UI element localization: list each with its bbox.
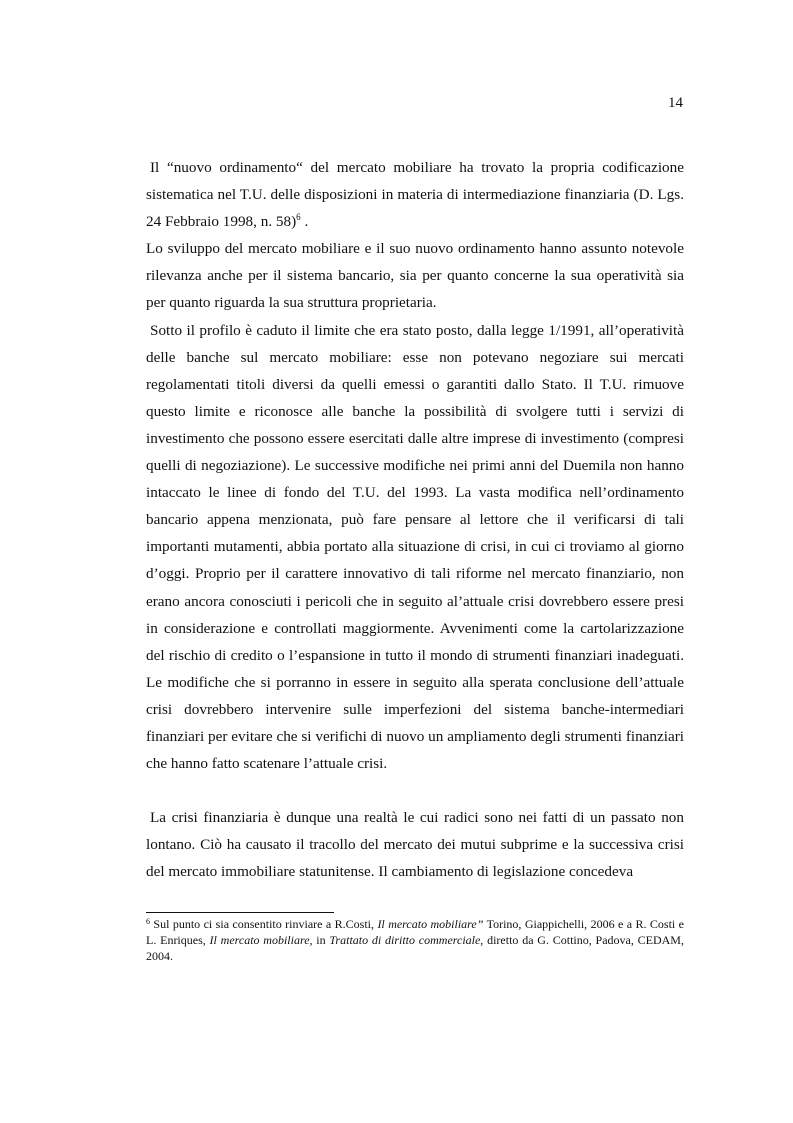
paragraph-3: Sotto il profilo è caduto il limite che era stato posto, dalla legge 1/1991, all’operatività delle banche sul mercato mobiliare: esse non potevano negoziare sui mercati regolamentati titoli diversi da quelli emessi o garantiti dallo Stato. Il T.U. rimuove questo limite e riconosce alle banche la possibilità di svolgere tutti i servizi di investimento che possono essere esercitati dalle altre imprese di investimento (compresi quelli di negoziazione). Le successive modifiche nei primi anni del Duemila non hanno intaccato le linee di fondo del T.U. del 1993. La vasta modifica nell’ordinamento bancario appena menzionata, può fare pensare al lettore che il verificarsi di tali importanti mutamenti, abbia portato alla situazione di crisi, in cui ci troviamo al giorno d’oggi. Proprio per il carattere innovativo di tali riforme nel mercato finanziario, non erano ancora conosciuti i pericoli che in seguito al’attuale crisi dovrebbero essere presi in considerazione e controllati maggiormente. Avvenimenti come la cartolarizzazione del rischio di credito o l’espansione in tutto il mondo di strumenti finanziari inadeguati. Le modifiche che si porranno in essere in seguito alla sperata conclusione dell’attuale crisi dovrebbero intervenire sulle imperfezioni del sistema banche-intermediari finanziari per evitare che si verifichi di nuovo un ampliamento degli strumenti finanziari che hanno fatto scatenare l’attuale crisi. — [146, 321, 684, 773]
footnote-title-2: Il mercato mobiliare, — [209, 932, 313, 947]
footnote-title-1: Il mercato mobiliare” — [377, 917, 484, 931]
footnote-6 — [146, 917, 684, 965]
paragraph-1 — [146, 154, 684, 235]
page-number: 14 — [668, 95, 683, 111]
footnote-text-1: Sul punto ci sia consentito rinviare a R.Costi, — [150, 917, 378, 931]
body-text — [146, 154, 684, 885]
footnote-title-3: Trattato di diritto commerciale, — [329, 932, 484, 947]
paragraph-4: La crisi finanziaria è dunque una realtà le cui radici sono nei fatti di un passato non lontano. Ciò ha causato il tracollo del mercato dei mutui subprime e la successiva crisi del mercato immobiliare statunitense. Il cambiamento di legislazione concedeva — [146, 809, 684, 881]
footnote-text-3: in — [312, 932, 330, 947]
paragraph-1-end: . — [300, 213, 309, 231]
paragraph-2: Lo sviluppo del mercato mobiliare e il suo nuovo ordinamento hanno assunto notevole rilevanza anche per il sistema bancario, sia per quanto concerne la sua operatività sia per quanto riguarda la sua struttura proprietaria. — [146, 240, 684, 312]
footnote-text-4: diretto da G. Cottino, Padova, CEDAM, 2004. — [146, 932, 684, 963]
paragraph-1-text: Il “nuovo ordinamento“ del mercato mobiliare ha trovato la propria codificazione sistematica nel T.U. delle disposizioni in materia di intermediazione finanziaria (D. Lgs. 24 Febbraio 1998, n. 58) — [146, 159, 684, 231]
footnote-ref-6: 6 — [296, 212, 301, 223]
footnote-text-2: Torino, Giappichelli, 2006 e a R. Costi e L. Enriques, — [146, 917, 685, 947]
footnote-number: 6 — [146, 917, 150, 926]
footnote-separator — [146, 912, 334, 913]
